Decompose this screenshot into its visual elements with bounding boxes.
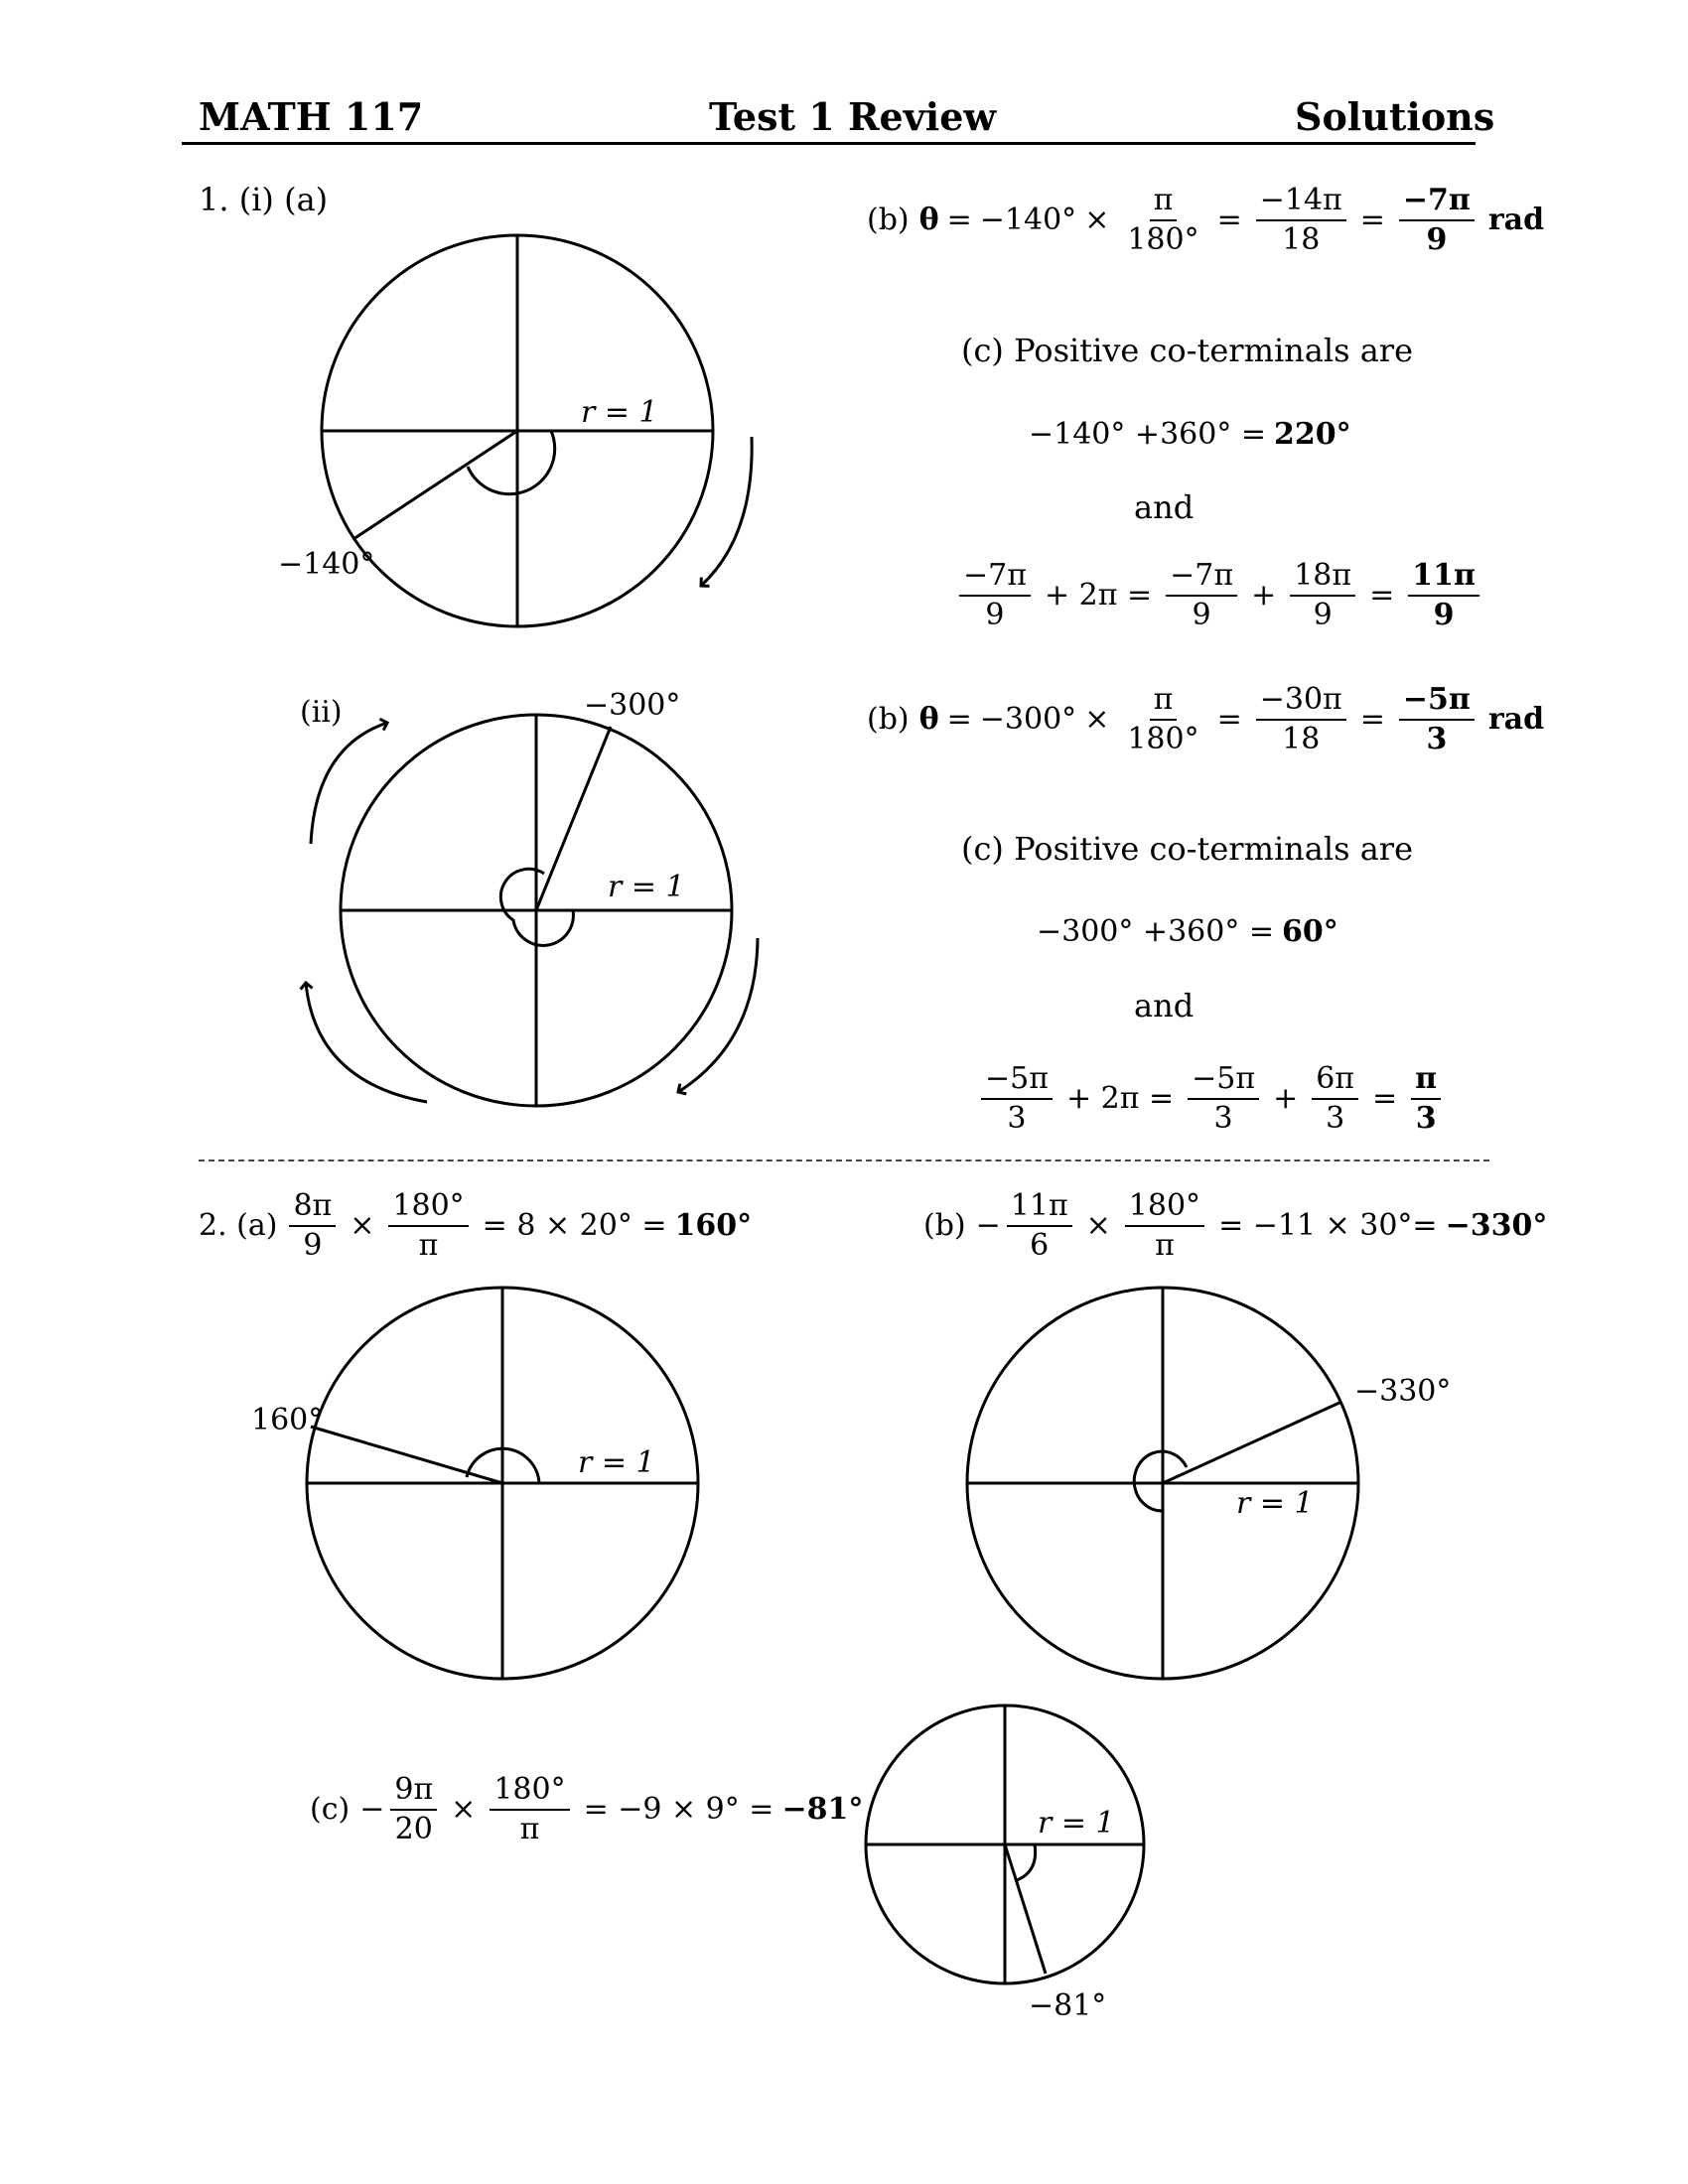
and-text: and — [1134, 488, 1195, 526]
circle-diagram-1ii — [306, 715, 758, 1106]
course-code: MATH 117 — [199, 94, 424, 139]
equation-1i-b: (b) θ = −140° × $\frac{\pi}{180^\circ}$ = $\frac{-14\pi}{18}$ = $\frac{-7\pi}{9}$ rad — [867, 183, 1545, 257]
angle-arc — [468, 431, 555, 494]
terminal-ray — [536, 727, 611, 910]
coterminal-degree-eq: −140° +360° = 220° — [1029, 417, 1351, 452]
angle-label: −300° — [584, 688, 681, 723]
terminal-ray — [311, 1427, 502, 1483]
coterminal-degree-eq: −300° +360° = 60° — [1037, 914, 1338, 949]
rotation-arrow — [306, 983, 427, 1102]
section-divider — [199, 1160, 1489, 1161]
radius-label: r = 1 — [1038, 1806, 1115, 1841]
and-text: and — [1134, 987, 1195, 1024]
coterminal-text: (c) Positive co-terminals are — [961, 332, 1413, 369]
circle-diagram-2a — [307, 1288, 698, 1679]
circle-diagram-2c — [866, 1706, 1144, 1983]
angle-label: −81° — [1029, 1988, 1107, 2023]
solutions-label: Solutions — [1295, 94, 1495, 139]
page-title: Test 1 Review — [709, 94, 997, 139]
angle-label: 160° — [251, 1403, 324, 1437]
radius-label: r = 1 — [608, 870, 685, 904]
equation-1ii-b: (b) θ = −300° × $\frac{\pi}{180^\circ}$ = $\frac{-30\pi}{18}$ = $\frac{-5\pi}{3}$ rad — [867, 682, 1545, 756]
coterminal-radian-eq: $\frac{-5\pi}{3}$ + 2π = $\frac{-5\pi}{3}$ + $\frac{6\pi}{3}$ = $\frac{\pi}{3}$ — [975, 1062, 1447, 1135]
part-label: (ii) — [300, 695, 343, 730]
radius-label: r = 1 — [581, 395, 658, 430]
terminal-ray — [1163, 1403, 1339, 1483]
radius-label: r = 1 — [1236, 1486, 1314, 1521]
problem-1-label: 1. (i) (a) — [199, 181, 329, 218]
equation-2a: 2. (a) $\frac{8\pi}{9}$ × $\frac{180^\circ}{\pi}$ = 8 × 20° = 160° — [199, 1188, 753, 1263]
terminal-ray — [1005, 1844, 1046, 1974]
equation-2c: (c) − $\frac{9\pi}{20}$ × $\frac{180^\circ}{\pi}$ = −9 × 9° = −81° — [310, 1772, 864, 1846]
equation-2b: (b) − $\frac{11\pi}{6}$ × $\frac{180^\circ}{\pi}$ = −11 × 30°= −330° — [923, 1188, 1548, 1263]
terminal-ray — [353, 431, 517, 539]
rotation-arrow — [678, 938, 758, 1092]
coterminal-radian-eq: $\frac{-7\pi}{9}$ + 2π = $\frac{-7\pi}{9}$ + $\frac{18\pi}{9}$ = $\frac{11\pi}{9}$ — [953, 559, 1485, 631]
rotation-arrow — [311, 723, 387, 844]
circle-diagram-2b — [967, 1288, 1358, 1679]
angle-arc — [1134, 1451, 1187, 1511]
coterminal-text: (c) Positive co-terminals are — [961, 830, 1413, 868]
radius-label: r = 1 — [578, 1445, 655, 1480]
rotation-arrow — [701, 437, 752, 586]
angle-arc — [1017, 1844, 1036, 1880]
circle-diagram-1i — [322, 235, 752, 626]
angle-label: −330° — [1354, 1374, 1452, 1409]
angle-label: −140° — [278, 547, 375, 582]
